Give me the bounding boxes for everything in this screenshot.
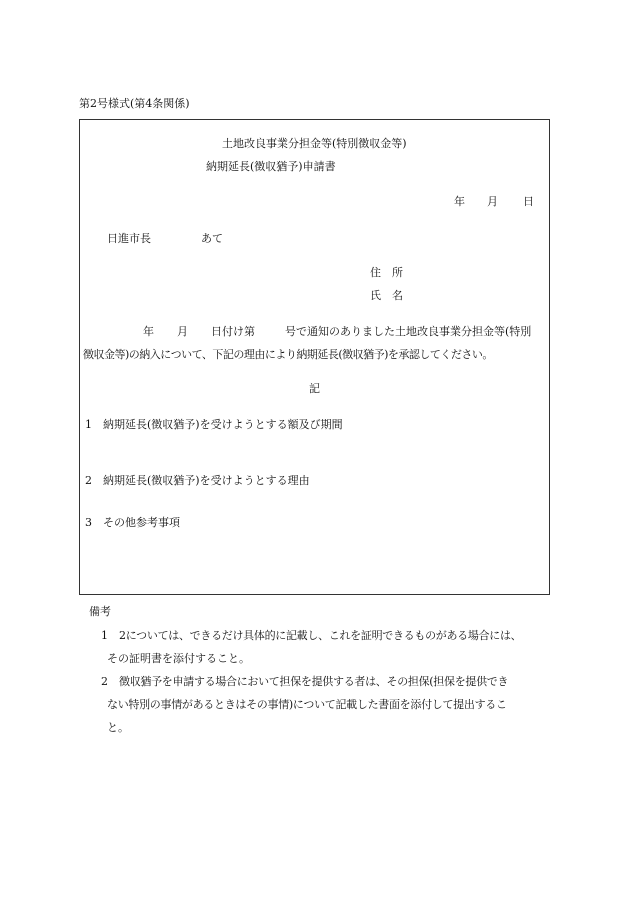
item-2-number: 2 xyxy=(85,474,92,487)
note-2-line2: ない特別の事情があるときはその事情)について記載した書面を添付して提出するこ xyxy=(107,698,507,711)
item-2-text: 納期延長(徴収猶予)を受けようとする理由 xyxy=(103,474,310,487)
body-line1-rest: 号で通知のありました土地改良事業分担金等(特別 xyxy=(285,325,532,338)
note-1-line2: その証明書を添付すること。 xyxy=(107,652,250,665)
form-title-line2: 納期延長(徴収猶予)申請書 xyxy=(206,160,336,173)
form-label: 第2号様式(第4条関係) xyxy=(79,97,190,110)
note-1-line1: 2については、できるだけ具体的に記載し、これを証明できるものがある場合には、 xyxy=(119,629,522,642)
item-3-number: 3 xyxy=(85,516,92,529)
note-2-line3: と。 xyxy=(107,721,129,734)
body-month-label: 月 xyxy=(177,325,188,338)
body-year-label: 年 xyxy=(143,325,154,338)
item-1-number: 1 xyxy=(85,418,92,431)
form-title-line1: 土地改良事業分担金等(特別徴収金等) xyxy=(222,137,407,150)
body-day-issue-label: 日付け第 xyxy=(211,325,255,338)
item-1-text: 納期延長(徴収猶予)を受けようとする額及び期間 xyxy=(103,418,343,431)
addressee-suffix: あて xyxy=(201,232,223,245)
date-year-label: 年 xyxy=(454,195,465,208)
item-3-text: その他参考事項 xyxy=(103,516,180,529)
ki-heading: 記 xyxy=(309,382,320,395)
date-day-label: 日 xyxy=(523,195,534,208)
note-1-number: 1 xyxy=(101,629,108,642)
date-month-label: 月 xyxy=(487,195,498,208)
body-line2: 徴収金等)の納入について、下記の理由により納期延長(徴収猶予)を承認してください。 xyxy=(83,348,493,361)
applicant-address-label: 住 所 xyxy=(370,266,403,279)
applicant-name-label: 氏 名 xyxy=(370,289,403,302)
note-2-number: 2 xyxy=(101,675,108,688)
addressee-name: 日進市長 xyxy=(107,232,151,245)
note-2-line1: 徴収猶予を申請する場合において担保を提供する者は、その担保(担保を提供でき xyxy=(119,675,509,688)
notes-heading: 備考 xyxy=(89,605,111,618)
